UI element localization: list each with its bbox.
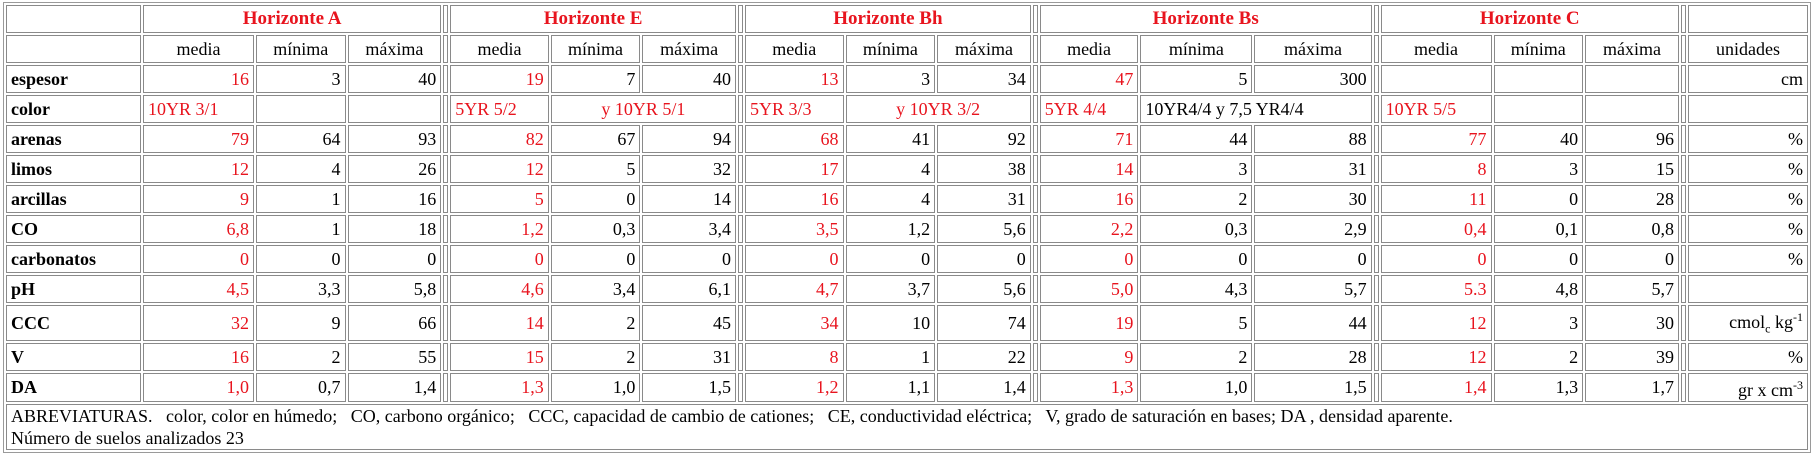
cell-minima: 3 (256, 65, 346, 93)
cell-minima: 1 (846, 343, 936, 371)
cell-minima: 3 (1494, 305, 1584, 341)
cell-maxima: 1,5 (642, 373, 736, 402)
cell-maxima: 5,7 (1585, 275, 1679, 303)
cell-maxima: 94 (642, 125, 736, 153)
cell-minima: 2 (551, 305, 641, 341)
cell-minima: 1,0 (551, 373, 641, 402)
cell-minima (1494, 65, 1584, 93)
row-label: arenas (6, 125, 141, 153)
col-unidades: unidades (1688, 35, 1808, 63)
cell-minima: 0,3 (1140, 215, 1252, 243)
cell-maxima (1585, 65, 1679, 93)
cell-media: 9 (143, 185, 254, 213)
cell-minima: 7 (551, 65, 641, 93)
cell-maxima: 96 (1585, 125, 1679, 153)
col-maxima: máxima (1585, 35, 1679, 63)
cell-minima: 2 (551, 343, 641, 371)
cell-maxima: 1,7 (1585, 373, 1679, 402)
cell-media: 14 (1040, 155, 1139, 183)
cell-media: 4,6 (450, 275, 549, 303)
cell-media: 5,0 (1040, 275, 1139, 303)
cell-minima: 1,1 (846, 373, 936, 402)
cell-unit: cmol$_c$ $kg^{-1}$ (1688, 305, 1808, 341)
cell-maxima: 38 (937, 155, 1031, 183)
cell-minima: 3,4 (551, 275, 641, 303)
cell-maxima: 300 (1254, 65, 1371, 93)
cell-minima: 1,2 (846, 215, 936, 243)
cell-maxima: 3,4 (642, 215, 736, 243)
cell-minima: 3 (1494, 155, 1584, 183)
cell-minima: 0 (1494, 245, 1584, 273)
cell-empty (1585, 95, 1679, 123)
cell-maxima: 88 (1254, 125, 1371, 153)
cell-media: 12 (1381, 305, 1492, 341)
col-maxima: máxima (1254, 35, 1371, 63)
cell-media: 16 (143, 343, 254, 371)
cell-minima: 5 (1140, 65, 1252, 93)
cell-minima: 0 (1494, 185, 1584, 213)
col-minima: mínima (846, 35, 936, 63)
table-row (6, 305, 1808, 341)
cell-media: 16 (143, 65, 254, 93)
cell-media: 9 (1040, 343, 1139, 371)
cell-media: 79 (143, 125, 254, 153)
cell-media: 34 (745, 305, 844, 341)
cell-color: 5YR 4/4 (1040, 95, 1139, 123)
cell-minima: 4,8 (1494, 275, 1584, 303)
cell-minima: 9 (256, 305, 346, 341)
cell-maxima: 93 (348, 125, 442, 153)
cell-unit: % (1688, 343, 1808, 371)
cell-maxima: 2,9 (1254, 215, 1371, 243)
sample-count-text: Número de suelos analizados 23 (11, 427, 244, 448)
cell-minima: 0,1 (1494, 215, 1584, 243)
row-label: pH (6, 275, 141, 303)
cell-media: 11 (1381, 185, 1492, 213)
group-header-e: Horizonte E (450, 5, 736, 33)
row-label: espesor (6, 65, 141, 93)
cell-unit (1688, 95, 1808, 123)
cell-maxima: 5,6 (937, 275, 1031, 303)
cell-media: 1,4 (1381, 373, 1492, 402)
cell-media: 8 (745, 343, 844, 371)
col-minima: mínima (551, 35, 641, 63)
cell-minima: 40 (1494, 125, 1584, 153)
col-minima: mínima (1140, 35, 1252, 63)
footer-row (6, 404, 1808, 450)
cell-unit: cm (1688, 65, 1808, 93)
table-row (6, 95, 1808, 123)
cell-minima: 4 (846, 155, 936, 183)
cell-maxima: 1,5 (1254, 373, 1371, 402)
cell-minima: 3 (1140, 155, 1252, 183)
cell-minima: 67 (551, 125, 641, 153)
cell-minima: 1,3 (1494, 373, 1584, 402)
cell-minima: 44 (1140, 125, 1252, 153)
group-header-c: Horizonte C (1381, 5, 1679, 33)
col-media: media (1040, 35, 1139, 63)
cell-color: 10YR 3/1 (143, 95, 254, 123)
row-label: V (6, 343, 141, 371)
cell-maxima: 44 (1254, 305, 1371, 341)
cell-media: 0 (1040, 245, 1139, 273)
abbreviations-note (6, 404, 1808, 450)
cell-media: 16 (745, 185, 844, 213)
cell-maxima: 55 (348, 343, 442, 371)
cell-empty (1494, 95, 1584, 123)
cell-maxima: 31 (1254, 155, 1371, 183)
cell-unit: % (1688, 185, 1808, 213)
table-row (6, 185, 1808, 213)
cell-unit: % (1688, 245, 1808, 273)
cell-media: 0 (143, 245, 254, 273)
cell-media: 1,3 (1040, 373, 1139, 402)
cell-minima: 1 (256, 215, 346, 243)
cell-media: 0,4 (1381, 215, 1492, 243)
col-media: media (143, 35, 254, 63)
cell-media: 68 (745, 125, 844, 153)
cell-maxima: 5,7 (1254, 275, 1371, 303)
table-row (6, 215, 1808, 243)
table-row (6, 373, 1808, 402)
cell-media: 4,7 (745, 275, 844, 303)
col-minima: mínima (1494, 35, 1584, 63)
cell-media: 71 (1040, 125, 1139, 153)
cell-maxima: 40 (348, 65, 442, 93)
cell-media: 47 (1040, 65, 1139, 93)
cell-maxima: 31 (937, 185, 1031, 213)
cell-maxima: 5,6 (937, 215, 1031, 243)
table-row (6, 275, 1808, 303)
cell-media: 17 (745, 155, 844, 183)
group-header-a: Horizonte A (143, 5, 441, 33)
cell-media: 32 (143, 305, 254, 341)
cell-minima: 5 (551, 155, 641, 183)
cell-unit: % (1688, 155, 1808, 183)
cell-minima: 1,0 (1140, 373, 1252, 402)
cell-maxima: 66 (348, 305, 442, 341)
col-media: media (1381, 35, 1492, 63)
cell-maxima: 30 (1254, 185, 1371, 213)
cell-maxima: 39 (1585, 343, 1679, 371)
cell-minima: 3,7 (846, 275, 936, 303)
units-header-blank (1688, 5, 1808, 33)
col-media: media (745, 35, 844, 63)
table-row (6, 155, 1808, 183)
cell-minima: 10 (846, 305, 936, 341)
cell-minima: 0 (256, 245, 346, 273)
col-minima: mínima (256, 35, 346, 63)
group-header-bs: Horizonte Bs (1040, 5, 1372, 33)
cell-maxima: 28 (1254, 343, 1371, 371)
cell-minima: 0 (846, 245, 936, 273)
cell-color-alt: y 10YR 3/2 (846, 95, 1031, 123)
table-row (6, 245, 1808, 273)
row-label: limos (6, 155, 141, 183)
group-header-row (6, 5, 1808, 33)
row-label: color (6, 95, 141, 123)
cell-media: 82 (450, 125, 549, 153)
cell-minima: 5 (1140, 305, 1252, 341)
cell-media: 19 (450, 65, 549, 93)
table-row (6, 125, 1808, 153)
cell-maxima: 0 (642, 245, 736, 273)
cell-minima: 0,7 (256, 373, 346, 402)
cell-media: 1,2 (450, 215, 549, 243)
cell-media: 5 (450, 185, 549, 213)
cell-minima: 0 (551, 185, 641, 213)
cell-minima: 2 (1140, 343, 1252, 371)
cell-maxima: 5,8 (348, 275, 442, 303)
table-row (6, 343, 1808, 371)
cell-minima: 1 (256, 185, 346, 213)
row-label: CCC (6, 305, 141, 341)
cell-minima: 0 (551, 245, 641, 273)
cell-maxima: 15 (1585, 155, 1679, 183)
cell-minima: 2 (256, 343, 346, 371)
cell-minima: 64 (256, 125, 346, 153)
cell-maxima: 0 (937, 245, 1031, 273)
cell-media: 0 (1381, 245, 1492, 273)
cell-maxima: 1,4 (937, 373, 1031, 402)
cell-media: 16 (1040, 185, 1139, 213)
cell-media: 1,3 (450, 373, 549, 402)
cell-unit: % (1688, 215, 1808, 243)
corner-cell (6, 5, 141, 33)
cell-media: 12 (1381, 343, 1492, 371)
cell-maxima: 1,4 (348, 373, 442, 402)
cell-maxima: 14 (642, 185, 736, 213)
cell-minima: 4,3 (1140, 275, 1252, 303)
cell-media: 4,5 (143, 275, 254, 303)
cell-minima: 4 (256, 155, 346, 183)
table-row (6, 65, 1808, 93)
cell-minima: 0,3 (551, 215, 641, 243)
cell-media: 0 (745, 245, 844, 273)
cell-media (1381, 65, 1492, 93)
cell-media: 6,8 (143, 215, 254, 243)
col-media: media (450, 35, 549, 63)
cell-media: 12 (450, 155, 549, 183)
cell-unit: % (1688, 125, 1808, 153)
cell-color-alt: 10YR4/4 y 7,5 YR4/4 (1140, 95, 1371, 123)
col-maxima: máxima (937, 35, 1031, 63)
sub-header-row (6, 35, 1808, 63)
cell-maxima: 92 (937, 125, 1031, 153)
cell-media: 12 (143, 155, 254, 183)
cell-maxima: 0 (1254, 245, 1371, 273)
cell-minima: 2 (1494, 343, 1584, 371)
cell-media: 15 (450, 343, 549, 371)
col-maxima: máxima (348, 35, 442, 63)
cell-maxima: 22 (937, 343, 1031, 371)
row-label: CO (6, 215, 141, 243)
cell-maxima: 31 (642, 343, 736, 371)
cell-media: 8 (1381, 155, 1492, 183)
cell-unit (1688, 275, 1808, 303)
cell-color-alt: y 10YR 5/1 (551, 95, 736, 123)
cell-minima: 41 (846, 125, 936, 153)
cell-maxima: 40 (642, 65, 736, 93)
cell-color: 5YR 5/2 (450, 95, 549, 123)
cell-maxima: 18 (348, 215, 442, 243)
cell-media: 77 (1381, 125, 1492, 153)
cell-media: 5.3 (1381, 275, 1492, 303)
cell-maxima: 45 (642, 305, 736, 341)
row-label: carbonatos (6, 245, 141, 273)
cell-minima: 3 (846, 65, 936, 93)
cell-maxima: 6,1 (642, 275, 736, 303)
group-header-bh: Horizonte Bh (745, 5, 1031, 33)
cell-maxima: 0 (1585, 245, 1679, 273)
cell-maxima: 30 (1585, 305, 1679, 341)
cell-media: 0 (450, 245, 549, 273)
abbreviations-text: ABREVIATURAS. color, color en húmedo; CO, carbono orgánico; CCC, capacidad de cambio de cationes; CE, conductividad eléctrica; V, grado de saturación en bases; DA , densidad aparente. (11, 405, 1453, 426)
row-label: DA (6, 373, 141, 402)
cell-unit: gr x $cm^{-3}$ (1688, 373, 1808, 402)
cell-color: 5YR 3/3 (745, 95, 844, 123)
cell-media: 2,2 (1040, 215, 1139, 243)
cell-empty (256, 95, 346, 123)
cell-media: 19 (1040, 305, 1139, 341)
cell-maxima: 34 (937, 65, 1031, 93)
cell-maxima: 26 (348, 155, 442, 183)
col-maxima: máxima (642, 35, 736, 63)
cell-empty (348, 95, 442, 123)
cell-maxima: 28 (1585, 185, 1679, 213)
cell-media: 1,0 (143, 373, 254, 402)
cell-maxima: 32 (642, 155, 736, 183)
soil-horizons-table (3, 2, 1811, 453)
cell-minima: 0 (1140, 245, 1252, 273)
cell-maxima: 0,8 (1585, 215, 1679, 243)
cell-minima: 2 (1140, 185, 1252, 213)
cell-media: 13 (745, 65, 844, 93)
cell-minima: 3,3 (256, 275, 346, 303)
cell-media: 14 (450, 305, 549, 341)
row-label: arcillas (6, 185, 141, 213)
cell-maxima: 0 (348, 245, 442, 273)
cell-color: 10YR 5/5 (1381, 95, 1492, 123)
cell-maxima: 16 (348, 185, 442, 213)
cell-maxima: 74 (937, 305, 1031, 341)
cell-media: 1,2 (745, 373, 844, 402)
cell-media: 3,5 (745, 215, 844, 243)
cell-minima: 4 (846, 185, 936, 213)
